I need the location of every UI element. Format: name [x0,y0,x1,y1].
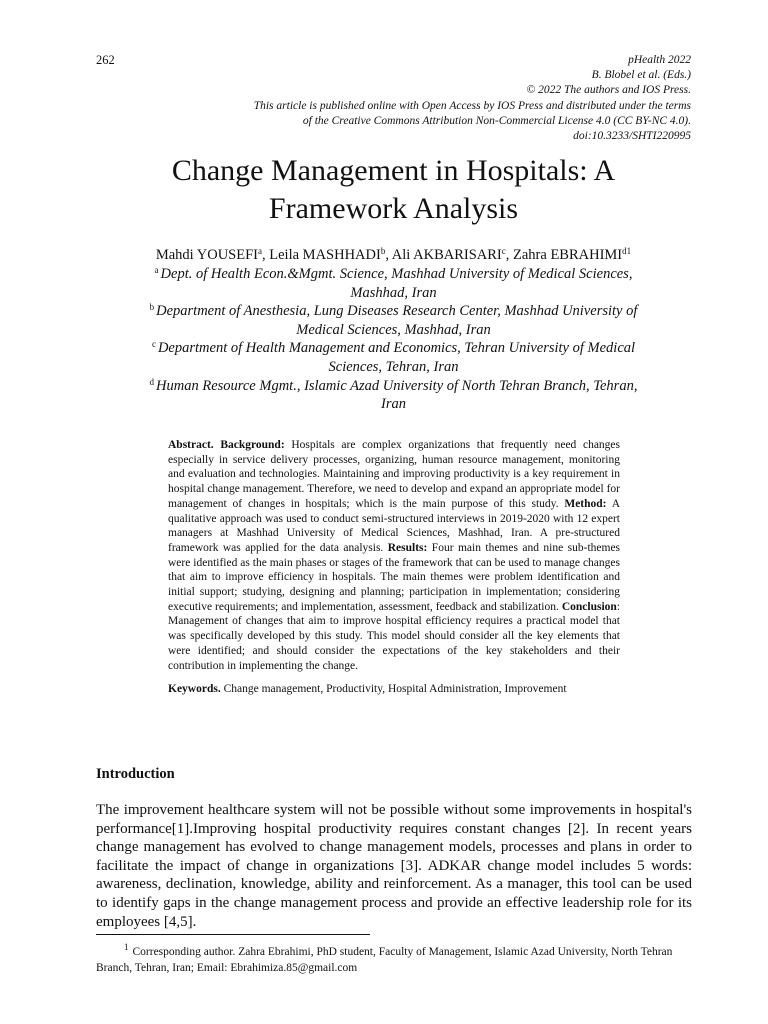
results-text: Four main themes and nine sub-themes were identified as the main phases or stages of the framework that can be used to manage changes that aim to improve efficiency in hospitals. The main themes were problem identification and initial support; studying, designing and planning; participation in implementation; considering executive requirements; and implementation, assessment, feedback and stabilization. [168,541,621,613]
affiliation-line: Sciences, Tehran, Iran [328,358,459,375]
publication-header [254,53,691,144]
introduction-paragraph: The improvement healthcare system will not be possible without some improvements in hospital's performance[1].Improving hospital productivity requires constant changes [2]. In recent years change management has evolved to change management models, processes and plans in order to facilitate the impact of change in organizations [3]. ADKAR change model includes 5 words: awareness, declination, knowledge, ability and reinforcement. As a manager, this tool can be used to identify gaps in the change management process and provide an effective leadership role for its employees [4,5]. [96,802,692,930]
footnote-divider [96,934,370,935]
open-access-line-2: of the Creative Commons Attribution Non-Commercial License 4.0 (CC BY-NC 4.0). [302,114,691,127]
paper-title [96,152,691,228]
affiliation-line: Human Resource Mgmt., Islamic Azad University of North Tehran Branch, Tehran, [156,377,638,394]
abstract-text: Abstract. Background: Hospitals are complex organizations that frequently need changes especially in service delivery processes, organizing, human resource management, monitoring and evaluation and technologies. Maintaining and improving productivity is a key requirement in hospital change management. Therefore, we need to develop and expand an appropriate model for management of changes in hospitals; which is the main purpose of this study. Method: A qualitative approach was used to conduct semi-structured interviews in 2019-2020 with 12 expert managers at Mashhad University of Medical Sciences, Mashhad, Iran. A pre-structured framework was applied for the data analysis. Results: Four main themes and nine sub-themes were identified as the main phases or stages of the framework that can be used to manage changes that aim to improve efficiency in hospitals. The main themes were problem identification and initial support; studying, designing and planning; participation in implementation; considering executive requirements; and implementation, assessment, feedback and stabilization. Conclusion: Management of changes that aim to improve hospital efficiency requires a practical model that was specifically developed by this study. This model should consider all the key elements that were identified; and should consider the expectations of the key stakeholders and their contribution in implementing the change. [168,439,621,672]
affiliation-item [96,302,691,339]
affiliation-line: Iran [381,396,406,413]
conclusion-label: Conclusion [561,600,617,613]
affiliation-line: Dept. of Health Econ.&Mgmt. Science, Mashhad University of Medical Sciences, [160,266,633,282]
method-text: A qualitative approach was used to conduct semi-structured interviews in 2019-2020 with 12 expert managers at Mashhad University of Medical Sciences, Mashhad, Iran. A pre-structured framework was applied for the data analysis. [168,497,620,554]
affiliation-line: Mashhad, Iran [350,284,437,301]
affiliation-mark: d [149,376,155,387]
affiliation-list [96,265,691,414]
affiliation-mark: a [154,265,159,275]
abstract-label: Abstract. [168,439,214,451]
keywords-label: Keywords. [168,683,221,696]
author-separator: , [505,247,514,263]
editors: B. Blobel et al. (Eds.) [591,69,691,82]
affiliation-line: Department of Health Management and Economics, Tehran University of Medical [157,340,636,357]
conclusion-text: Management of changes that aim to improve hospital efficiency requires a practical model that was specifically developed by this study. This model should consider all the key elements that were identified; and should consider the expectations of the key stakeholders and their contribution in implementing the change. [168,615,620,672]
keywords-line [168,682,620,697]
background-label: Background: [220,439,285,451]
author-list [96,246,691,264]
footnote-mark: 1 [124,942,129,952]
author-name: Mahdi YOUSEFI [155,247,259,263]
author-name: Leila MASHHADI [269,247,381,263]
affiliation-item [96,377,691,414]
author-affiliation-mark: c [501,246,506,256]
page-number: 262 [96,53,115,67]
results-label: Results: [387,541,428,554]
affiliation-item [96,339,691,376]
keywords-text: Change management, Productivity, Hospital Administration, Improvement [223,683,567,696]
abstract-block [168,438,620,697]
author-separator: , [385,247,392,263]
background-text: Hospitals are complex organizations that frequently need changes especially in service delivery processes, organizing, human resource management, monitoring and evaluation and technologies. Maintaining and improving productivity is a key requirement in hospital change management. Therefore, we need to develop and expand an appropriate model for management of changes in hospitals; which is the main purpose of this study. [168,439,620,510]
author-affiliation-mark: a [258,246,263,256]
method-label: Method: [564,497,607,510]
footnote-text: Corresponding author. Zahra Ebrahimi, PhD student, Faculty of Management, Islamic Azad University, North Tehran Branch, Tehran, Iran; Email: Ebrahimiza.85@gmail.com [96,946,673,974]
journal-name: pHealth 2022 [628,54,691,66]
author-separator: , [262,247,270,263]
affiliation-line: Medical Sciences, Mashhad, Iran [296,321,491,338]
title-line-1: Change Management in Hospitals: A [171,154,616,187]
open-access-line-1: This article is published online with Open Access by IOS Press and distributed under the terms [253,99,691,112]
affiliation-mark: b [149,302,155,313]
affiliation-mark: c [151,339,156,350]
author-affiliation-mark: d1 [622,246,632,256]
section-heading-introduction: Introduction [96,766,175,782]
affiliation-item [96,265,691,302]
author-name: Zahra EBRAHIMI [513,247,623,263]
doi-link[interactable]: doi:10.3233/SHTI220995 [573,130,691,143]
copyright-line: © 2022 The authors and IOS Press. [526,84,691,97]
affiliation-line: Department of Anesthesia, Lung Diseases Research Center, Mashhad University of [156,303,638,320]
title-line-2: Framework Analysis [268,192,519,225]
author-name: Ali AKBARISARI [391,247,502,263]
footnote [96,944,696,976]
author-affiliation-mark: b [380,246,386,256]
